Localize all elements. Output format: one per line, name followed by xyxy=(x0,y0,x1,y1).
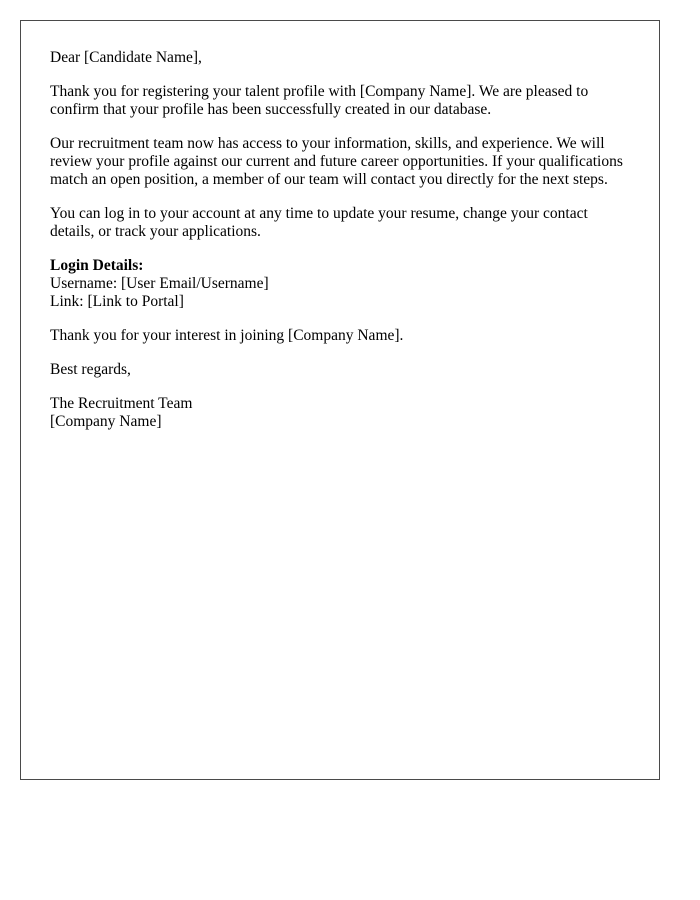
login-username: Username: [User Email/Username] xyxy=(50,275,269,292)
paragraph-thanks: Thank you for your interest in joining [Company Name]. xyxy=(50,327,404,344)
salutation: Dear [Candidate Name], xyxy=(50,49,202,66)
paragraph-review: Our recruitment team now has access to your information, skills, and experience. We will review your profile against our current and future career opportunities. If your qualifications match an open position, a member of our team will contact you directly for the next steps. xyxy=(50,135,623,188)
signature-company: [Company Name] xyxy=(50,413,162,430)
paragraph-account: You can log in to your account at any time to update your resume, change your contact details, or track your applications. xyxy=(50,205,588,240)
letter-body xyxy=(50,49,635,447)
letter-page xyxy=(20,20,660,780)
login-details xyxy=(50,257,635,311)
closing: Best regards, xyxy=(50,361,131,378)
signature xyxy=(50,395,635,431)
signature-team: The Recruitment Team xyxy=(50,395,193,412)
login-details-heading: Login Details: xyxy=(50,257,144,274)
paragraph-registration: Thank you for registering your talent profile with [Company Name]. We are pleased to confirm that your profile has been successfully created in our database. xyxy=(50,83,589,118)
login-link: Link: [Link to Portal] xyxy=(50,293,184,310)
